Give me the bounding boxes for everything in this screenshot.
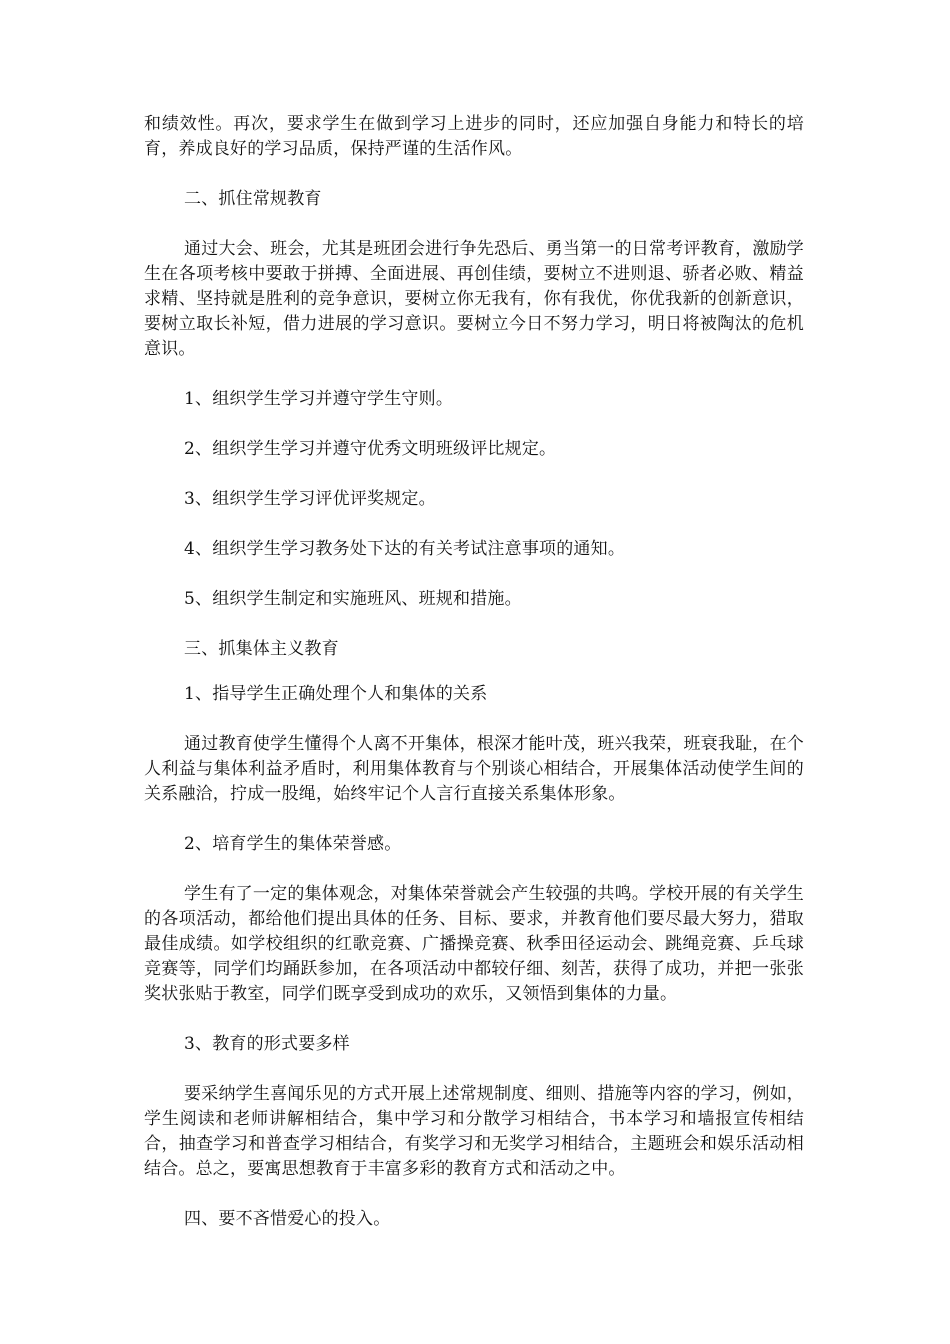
subheading-1: 1、指导学生正确处理个人和集体的关系 (184, 684, 488, 704)
paragraph-individual-collective: 通过教育使学生懂得个人离不开集体，根深才能叶茂，班兴我荣，班衰我耻，在个人利益与集体利益矛盾时，利用集体教育与个别谈心相结合，开展集体活动使学生间的关系融洽，拧成一股绳，始终牢记个人言行直接关系集体形象。 (144, 734, 804, 804)
section-heading-3: 三、抓集体主义教育 (184, 639, 339, 659)
subheading-3: 3、教育的形式要多样 (184, 1034, 350, 1054)
subheading-2: 2、培育学生的集体荣誉感。 (184, 834, 402, 854)
paragraph-routine-education: 通过大会、班会，尤其是班团会进行争先恐后、勇当第一的日常考评教育，激励学生在各项考核中要敢于拼搏、全面进展、再创佳绩，要树立不进则退、骄者必败、精益求精、坚持就是胜利的竞争意识，要树立你无我有，你有我优，你优我新的创新意识，要树立取长补短，借力进展的学习意识。要树立今日不努力学习，明日将被陶汰的危机意识。 (144, 239, 804, 359)
list-item-3: 3、组织学生学习评优评奖规定。 (184, 489, 436, 509)
list-item-4: 4、组织学生学习教务处下达的有关考试注意事项的通知。 (184, 539, 626, 559)
document-page (144, 112, 804, 1232)
list-item-2: 2、组织学生学习并遵守优秀文明班级评比规定。 (184, 439, 557, 459)
paragraph-continuation: 和绩效性。再次，要求学生在做到学习上进步的同时，还应加强自身能力和特长的培育，养成良好的学习品质，保持严谨的生活作风。 (144, 114, 804, 159)
section-heading-2: 二、抓住常规教育 (184, 189, 322, 209)
section-heading-4: 四、要不吝惜爱心的投入。 (184, 1209, 391, 1229)
paragraph-diverse-forms: 要采纳学生喜闻乐见的方式开展上述常规制度、细则、措施等内容的学习，例如，学生阅读和老师讲解相结合，集中学习和分散学习相结合，书本学习和墙报宣传相结合，抽查学习和普查学习相结合，有奖学习和无奖学习相结合，主题班会和娱乐活动相结合。总之，要寓思想教育于丰富多彩的教育方式和活动之中。 (144, 1084, 804, 1179)
paragraph-collective-honor: 学生有了一定的集体观念，对集体荣誉就会产生较强的共鸣。学校开展的有关学生的各项活动，都给他们提出具体的任务、目标、要求，并教育他们要尽最大努力，猎取最佳成绩。如学校组织的红歌竞赛、广播操竞赛、秋季田径运动会、跳绳竞赛、乒乓球竞赛等，同学们均踊跃参加，在各项活动中都较仔细、刻苦，获得了成功，并把一张张奖状张贴于教室，同学们既享受到成功的欢乐，又领悟到集体的力量。 (144, 884, 804, 1004)
list-item-5: 5、组织学生制定和实施班风、班规和措施。 (184, 589, 522, 609)
list-item-1: 1、组织学生学习并遵守学生守则。 (184, 389, 454, 409)
